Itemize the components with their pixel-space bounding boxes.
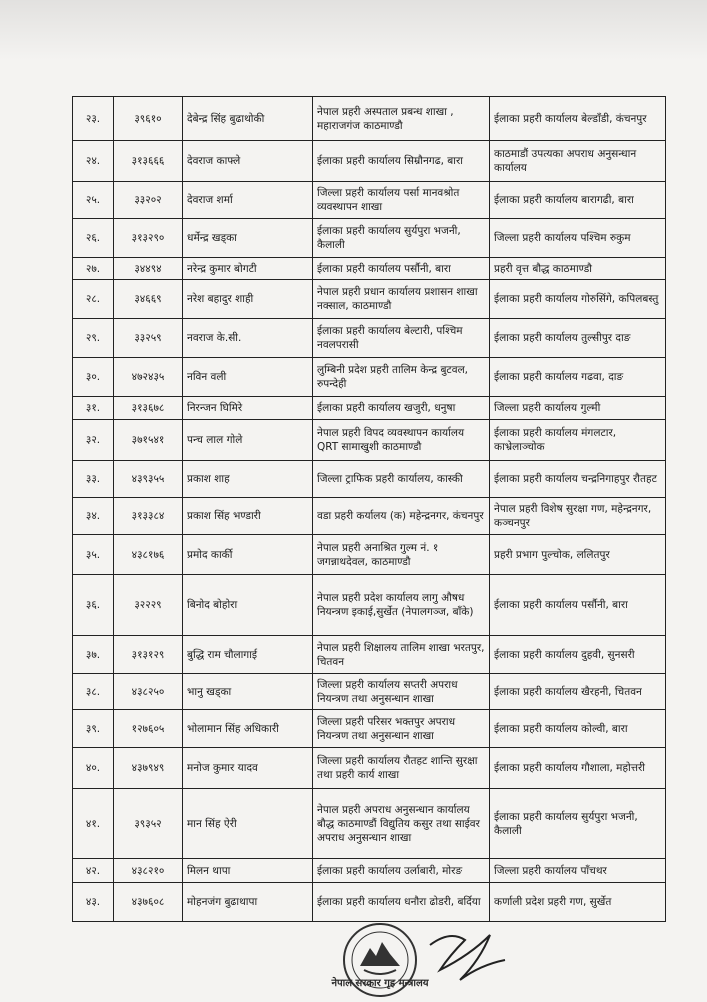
employee-id: ३९६१० bbox=[114, 97, 183, 141]
from-office: नेपाल प्रहरी प्रदेश कार्यालय लागु औषध नियन्त्रण इकाई,सुर्खेत (नेपालगञ्ज, बाँके) bbox=[313, 575, 490, 636]
employee-name: बिनोद बोहोरा bbox=[183, 575, 313, 636]
employee-id: ३७१५४१ bbox=[114, 420, 183, 461]
employee-id: ४३९३५५ bbox=[114, 461, 183, 498]
table-row bbox=[73, 358, 666, 397]
serial-number: ३६. bbox=[73, 575, 114, 636]
serial-number: ३७. bbox=[73, 636, 114, 674]
from-office: जिल्ला प्रहरी कार्यालय रौतहट शान्ति सुरक्षा तथा प्रहरी कार्य शाखा bbox=[313, 748, 490, 789]
to-office: ईलाका प्रहरी कार्यालय गढवा, दाङ bbox=[490, 358, 666, 397]
to-office: ईलाका प्रहरी कार्यालय गौशाला, महोत्तरी bbox=[490, 748, 666, 789]
from-office: नेपाल प्रहरी अपराध अनुसन्धान कार्यालय बौद्ध काठमाण्डौं विद्युतिय कसुर तथा साईवर अपराध अनुसन्धान शाखा bbox=[313, 789, 490, 859]
serial-number: २९. bbox=[73, 319, 114, 358]
employee-name: प्रमोद कार्की bbox=[183, 535, 313, 575]
table-row bbox=[73, 710, 666, 748]
employee-id: ४३७९४९ bbox=[114, 748, 183, 789]
serial-number: २५. bbox=[73, 182, 114, 219]
employee-name: नरेश बहादुर शाही bbox=[183, 280, 313, 319]
employee-name: मनोज कुमार यादव bbox=[183, 748, 313, 789]
serial-number: ४२. bbox=[73, 859, 114, 883]
to-office: काठमाडौं उपत्यका अपराध अनुसन्धान कार्यालय bbox=[490, 141, 666, 182]
employee-id: ३१३६६६ bbox=[114, 141, 183, 182]
employee-name: प्रकाश शाह bbox=[183, 461, 313, 498]
to-office: प्रहरी प्रभाग पुल्चोक, ललितपुर bbox=[490, 535, 666, 575]
to-office: ईलाका प्रहरी कार्यालय मंगलटार, काभ्रेलाञ्चोक bbox=[490, 420, 666, 461]
from-office: जिल्ला प्रहरी कार्यालय पर्सा मानवश्रोत व्यवस्थापन शाखा bbox=[313, 182, 490, 219]
from-office: नेपाल प्रहरी अनाश्रित गुल्म नं. १ जगन्नाथदेवल, काठमाण्डौ bbox=[313, 535, 490, 575]
employee-id: ३२२२९ bbox=[114, 575, 183, 636]
table-row bbox=[73, 674, 666, 710]
table-row bbox=[73, 461, 666, 498]
to-office: जिल्ला प्रहरी कार्यालय गुल्मी bbox=[490, 397, 666, 420]
table-row bbox=[73, 97, 666, 141]
to-office: ईलाका प्रहरी कार्यालय पर्सौनी, बारा bbox=[490, 575, 666, 636]
to-office: नेपाल प्रहरी विशेष सुरक्षा गण, महेन्द्रनगर, कञ्चनपुर bbox=[490, 498, 666, 535]
serial-number: २८. bbox=[73, 280, 114, 319]
employee-name: देबेन्द्र सिंह बुढाथोकी bbox=[183, 97, 313, 141]
employee-id: ३४४९४ bbox=[114, 258, 183, 280]
from-office: ईलाका प्रहरी कार्यालय पर्सौनी, बारा bbox=[313, 258, 490, 280]
table-row bbox=[73, 219, 666, 258]
from-office: नेपाल प्रहरी प्रधान कार्यालय प्रशासन शाखा नक्साल, काठमाण्डौ bbox=[313, 280, 490, 319]
from-office: लुम्बिनी प्रदेश प्रहरी तालिम केन्द्र बुटवल, रुपन्देही bbox=[313, 358, 490, 397]
to-office: ईलाका प्रहरी कार्यालय खैरहनी, चितवन bbox=[490, 674, 666, 710]
table-row bbox=[73, 319, 666, 358]
from-office: जिल्ला प्रहरी परिसर भक्तपुर अपराध नियन्त्रण तथा अनुसन्धान शाखा bbox=[313, 710, 490, 748]
from-office: जिल्ला प्रहरी कार्यालय सप्तरी अपराध नियन्त्रण तथा अनुसन्धान शाखा bbox=[313, 674, 490, 710]
employee-id: ३४६६९ bbox=[114, 280, 183, 319]
seal-text: नेपाल सरकार गृह मन्त्रालय bbox=[331, 978, 429, 989]
employee-name: बुद्धि राम चौलागाई bbox=[183, 636, 313, 674]
serial-number: ३५. bbox=[73, 535, 114, 575]
employee-name: नवराज के.सी. bbox=[183, 319, 313, 358]
serial-number: ३२. bbox=[73, 420, 114, 461]
table-row bbox=[73, 789, 666, 859]
to-office: जिल्ला प्रहरी कार्यालय पश्चिम रुकुम bbox=[490, 219, 666, 258]
serial-number: ४०. bbox=[73, 748, 114, 789]
employee-id: ३३२०२ bbox=[114, 182, 183, 219]
table-row bbox=[73, 182, 666, 219]
employee-name: नविन वली bbox=[183, 358, 313, 397]
from-office: वडा प्रहरी कर्यालय (क) महेन्द्रनगर, कंचनपुर bbox=[313, 498, 490, 535]
employee-id: ३१३६७८ bbox=[114, 397, 183, 420]
serial-number: ३१. bbox=[73, 397, 114, 420]
employee-id: ३९३५२ bbox=[114, 789, 183, 859]
to-office: जिल्ला प्रहरी कार्यालय पाँचथर bbox=[490, 859, 666, 883]
employee-name: धर्मेन्द्र खड्का bbox=[183, 219, 313, 258]
table-row bbox=[73, 636, 666, 674]
from-office: नेपाल प्रहरी शिक्षालय तालिम शाखा भरतपुर, चितवन bbox=[313, 636, 490, 674]
table-row bbox=[73, 498, 666, 535]
to-office: ईलाका प्रहरी कार्यालय सुर्यपुरा भजनी, कैलाली bbox=[490, 789, 666, 859]
to-office: ईलाका प्रहरी कार्यालय तुल्सीपुर दाङ bbox=[490, 319, 666, 358]
employee-id: १२७६०५ bbox=[114, 710, 183, 748]
employee-name: देवराज काफ्ले bbox=[183, 141, 313, 182]
serial-number: २७. bbox=[73, 258, 114, 280]
from-office: नेपाल प्रहरी विपद व्यवस्थापन कार्यालय QRT सामाखुशी काठमाण्डौ bbox=[313, 420, 490, 461]
serial-number: २४. bbox=[73, 141, 114, 182]
serial-number: ३४. bbox=[73, 498, 114, 535]
employee-id: ३१३१२९ bbox=[114, 636, 183, 674]
employee-name: निरन्जन घिमिरे bbox=[183, 397, 313, 420]
employee-id: ४७२४३५ bbox=[114, 358, 183, 397]
serial-number: ३०. bbox=[73, 358, 114, 397]
table-row bbox=[73, 280, 666, 319]
serial-number: ३९. bbox=[73, 710, 114, 748]
table-row bbox=[73, 859, 666, 883]
employee-name: मोहनजंग बुढाथापा bbox=[183, 883, 313, 922]
table-row bbox=[73, 397, 666, 420]
employee-id: ३१३३८४ bbox=[114, 498, 183, 535]
employee-id: ४३८२१० bbox=[114, 859, 183, 883]
table-row bbox=[73, 258, 666, 280]
page-top-shade bbox=[0, 0, 707, 60]
table-row bbox=[73, 141, 666, 182]
table-row bbox=[73, 420, 666, 461]
from-office: ईलाका प्रहरी कार्यालय सुर्यपुरा भजनी, कैलाली bbox=[313, 219, 490, 258]
from-office: ईलाका प्रहरी कार्यालय बेल्टारी, पश्चिम नवलपरासी bbox=[313, 319, 490, 358]
employee-id: ३३२५९ bbox=[114, 319, 183, 358]
serial-number: ४१. bbox=[73, 789, 114, 859]
employee-id: ४३८२५० bbox=[114, 674, 183, 710]
table-row bbox=[73, 748, 666, 789]
serial-number: ३३. bbox=[73, 461, 114, 498]
table-row bbox=[73, 535, 666, 575]
serial-number: २३. bbox=[73, 97, 114, 141]
employee-name: देवराज शर्मा bbox=[183, 182, 313, 219]
employee-name: नरेन्द्र कुमार बोगटी bbox=[183, 258, 313, 280]
serial-number: ४३. bbox=[73, 883, 114, 922]
employee-name: पन्च लाल गोले bbox=[183, 420, 313, 461]
employee-name: मान सिंह ऐरी bbox=[183, 789, 313, 859]
to-office: ईलाका प्रहरी कार्यालय कोल्वी, बारा bbox=[490, 710, 666, 748]
employee-id: ४३८१७६ bbox=[114, 535, 183, 575]
serial-number: २६. bbox=[73, 219, 114, 258]
employee-name: भोलामान सिंह अधिकारी bbox=[183, 710, 313, 748]
from-office: ईलाका प्रहरी कार्यालय धनौरा ढोडरी, बर्दिया bbox=[313, 883, 490, 922]
employee-name: मिलन थापा bbox=[183, 859, 313, 883]
serial-number: ३८. bbox=[73, 674, 114, 710]
table-row bbox=[73, 575, 666, 636]
from-office: ईलाका प्रहरी कार्यालय उर्लाबारी, मोरङ bbox=[313, 859, 490, 883]
from-office: नेपाल प्रहरी अस्पताल प्रबन्ध शाखा , महाराजगंज काठमाण्डौ bbox=[313, 97, 490, 141]
to-office: ईलाका प्रहरी कार्यालय बारागढी, बारा bbox=[490, 182, 666, 219]
to-office: ईलाका प्रहरी कार्यालय दुहवी, सुनसरी bbox=[490, 636, 666, 674]
employee-id: ३१३२९० bbox=[114, 219, 183, 258]
to-office: प्रहरी वृत्त बौद्ध काठमाण्डौ bbox=[490, 258, 666, 280]
from-office: ईलाका प्रहरी कार्यालय सिम्रौनगढ, बारा bbox=[313, 141, 490, 182]
to-office: कर्णाली प्रदेश प्रहरी गण, सुर्खेत bbox=[490, 883, 666, 922]
employee-name: भानु खड्का bbox=[183, 674, 313, 710]
transfer-table bbox=[72, 96, 666, 922]
from-office: ईलाका प्रहरी कार्यालय खजुरी, धनुषा bbox=[313, 397, 490, 420]
signature bbox=[420, 925, 510, 985]
employee-name: प्रकाश सिंह भण्डारी bbox=[183, 498, 313, 535]
to-office: ईलाका प्रहरी कार्यालय चन्द्रनिगाहपुर रौतहट bbox=[490, 461, 666, 498]
table-row bbox=[73, 883, 666, 922]
employee-id: ४३७६०८ bbox=[114, 883, 183, 922]
from-office: जिल्ला ट्राफिक प्रहरी कार्यालय, कास्की bbox=[313, 461, 490, 498]
to-office: ईलाका प्रहरी कार्यालय बेल्डाँडी, कंचनपुर bbox=[490, 97, 666, 141]
to-office: ईलाका प्रहरी कार्यालय गोरुसिंगे, कपिलबस्तु bbox=[490, 280, 666, 319]
